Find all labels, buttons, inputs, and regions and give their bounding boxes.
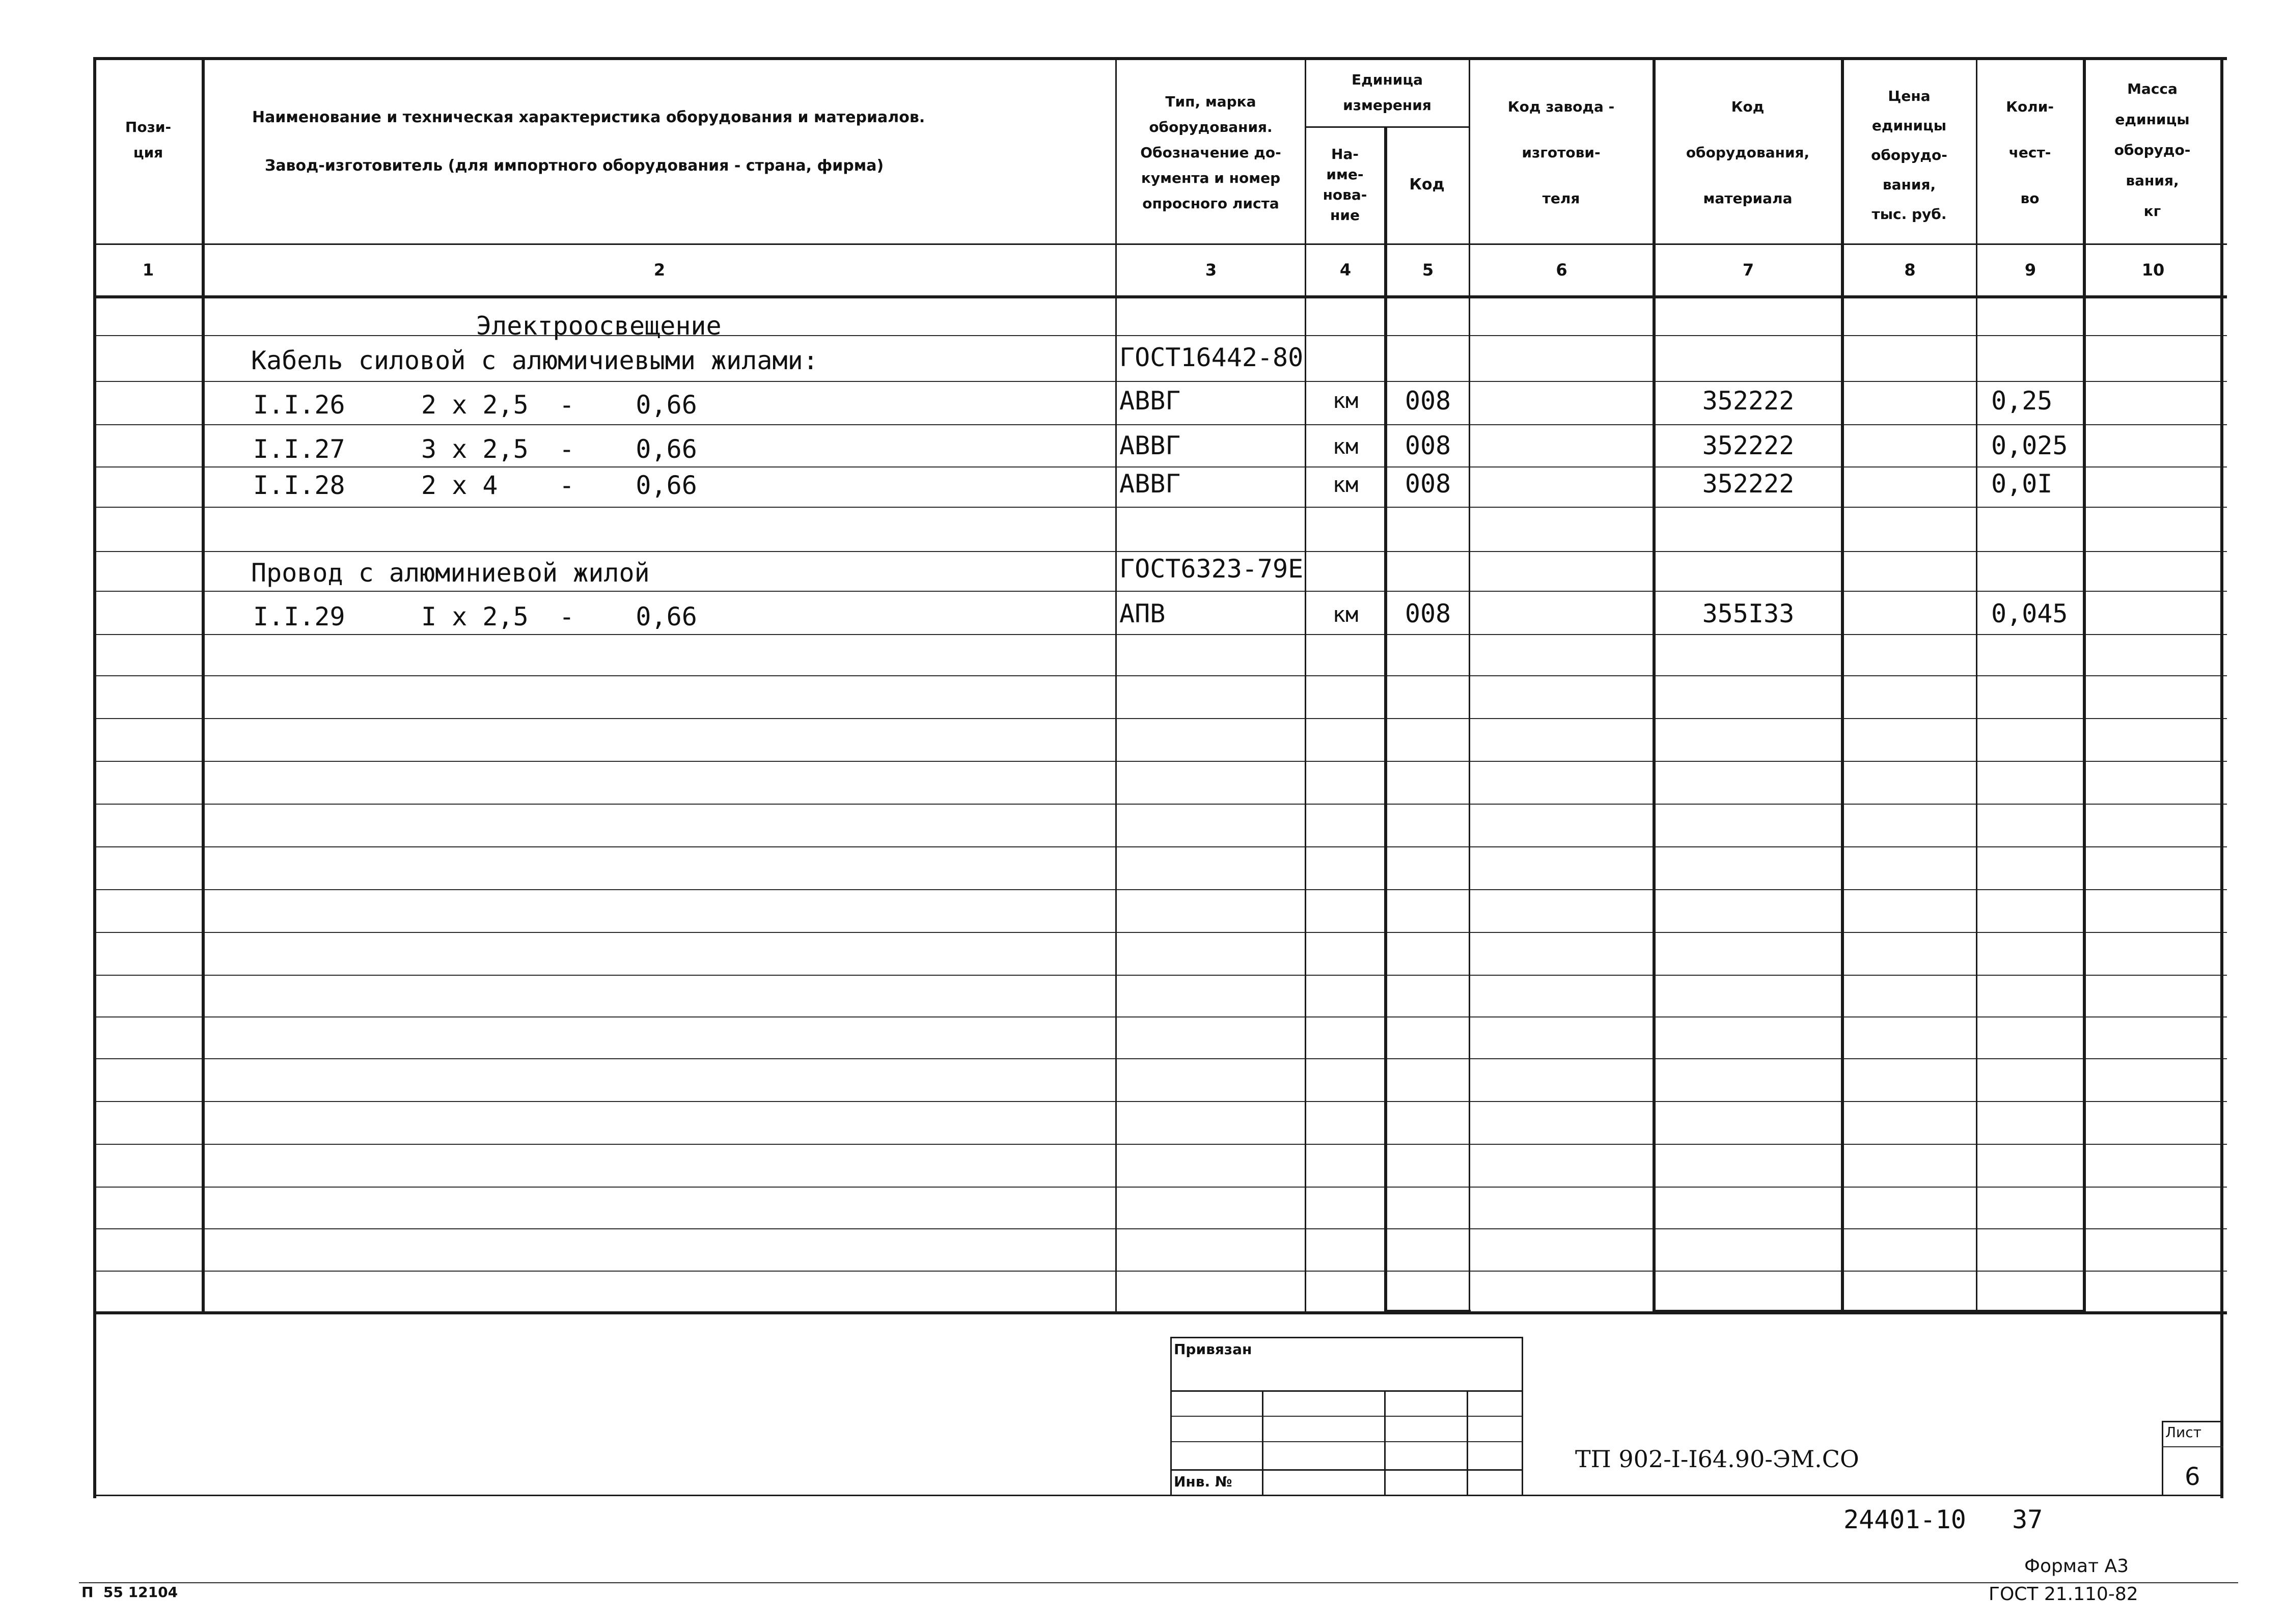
column-number: 1 <box>142 260 154 280</box>
row-separator <box>93 675 2227 676</box>
item-name: I x 2,5 - 0,66 <box>421 602 697 631</box>
row-separator <box>93 846 2227 847</box>
footer-rule <box>79 1582 2238 1583</box>
item-quantity: 0,025 <box>1991 431 2068 460</box>
row-separator <box>93 1187 2227 1188</box>
left-code: П 55 12104 <box>81 1584 178 1601</box>
item-unit-code: 008 <box>1405 469 1451 499</box>
item-code: 352222 <box>1702 469 1795 499</box>
stamp-label-privyazan: Привязан <box>1174 1341 1252 1358</box>
item-position: I.I.28 <box>253 471 345 500</box>
stamp-label-inventory: Инв. № <box>1174 1473 1232 1490</box>
item-name: Кабель силовой с алюмичиевыми жилами: <box>251 346 818 375</box>
item-unit-code: 008 <box>1405 386 1451 416</box>
header-mass: Масса единицы оборудо- вания, кг <box>2114 80 2191 219</box>
item-code: 352222 <box>1702 431 1795 460</box>
row-separator <box>93 1058 2227 1059</box>
item-type: АВВГ <box>1119 469 1181 499</box>
row-separator <box>93 761 2227 762</box>
header-quantity: Коли- чест- во <box>2006 98 2054 207</box>
column-number: 2 <box>653 260 666 280</box>
header-unit-name: На- име- нова- ние <box>1323 146 1367 224</box>
row-separator <box>93 424 2227 425</box>
row-separator <box>93 1101 2227 1102</box>
item-name: 3 x 2,5 - 0,66 <box>421 434 697 464</box>
row-separator <box>93 718 2227 719</box>
item-name: Провод с алюминиевой жилой <box>251 558 650 588</box>
item-name: 2 x 4 - 0,66 <box>421 471 697 500</box>
document-code: ТП 902-I-I64.90-ЭМ.СО <box>1575 1445 1859 1473</box>
row-separator <box>93 1271 2227 1272</box>
header-name-line2: Завод-изготовитель (для импортного оборудования - страна, фирма) <box>265 157 884 175</box>
column-number: 6 <box>1556 260 1567 280</box>
column-number: 7 <box>1742 260 1754 280</box>
item-unit: км <box>1332 434 1359 459</box>
column-number: 3 <box>1205 260 1217 280</box>
column-number: 4 <box>1339 260 1352 280</box>
row-separator <box>93 975 2227 976</box>
format-label: Формат А3 <box>2024 1556 2129 1577</box>
item-unit: км <box>1332 472 1359 497</box>
item-unit: км <box>1332 388 1359 413</box>
item-code: 352222 <box>1702 386 1795 416</box>
column-number: 8 <box>1904 260 1916 280</box>
row-separator <box>93 1144 2227 1145</box>
row-separator <box>93 1228 2227 1229</box>
item-position: I.I.27 <box>253 434 345 464</box>
row-separator <box>93 804 2227 805</box>
item-quantity: 0,25 <box>1991 386 2053 416</box>
sheet-number: 6 <box>2185 1463 2200 1491</box>
item-type: АВВГ <box>1119 431 1181 460</box>
item-unit-code: 008 <box>1405 431 1451 460</box>
item-type: АВВГ <box>1119 386 1181 416</box>
header-name-line1: Наименование и техническая характеристика оборудования и материалов. <box>252 108 925 126</box>
header-equipment-code: Код оборудования, материала <box>1686 98 1810 207</box>
header-unit-group: Единица измерения <box>1343 71 1431 114</box>
item-quantity: 0,045 <box>1991 599 2068 628</box>
header-price: Цена единицы оборудо- вания, тыс. руб. <box>1871 88 1947 223</box>
column-number: 5 <box>1422 260 1434 280</box>
item-unit-code: 008 <box>1405 599 1451 628</box>
item-code: 355I33 <box>1702 599 1795 628</box>
sheet-label: Лист <box>2165 1424 2201 1441</box>
row-separator <box>93 889 2227 890</box>
archive-number: 24401-10 37 <box>1843 1505 2043 1534</box>
item-type: ГОСТ6323-79Е <box>1119 554 1304 584</box>
item-name: 2 x 2,5 - 0,66 <box>421 390 697 420</box>
column-number: 10 <box>2141 260 2165 280</box>
row-separator <box>93 507 2227 508</box>
header-position: Пози- ция <box>125 119 172 161</box>
item-unit: км <box>1332 602 1359 627</box>
item-type: АПВ <box>1119 599 1166 628</box>
header-unit-code: Код <box>1409 176 1445 194</box>
item-quantity: 0,0I <box>1991 469 2053 499</box>
item-position: I.I.26 <box>253 390 345 420</box>
item-position: I.I.29 <box>253 602 345 631</box>
row-separator <box>93 591 2227 592</box>
row-separator <box>93 381 2227 382</box>
header-plant-code: Код завода - изготови- теля <box>1507 98 1615 207</box>
section-title: Электроосвещение <box>476 311 722 341</box>
header-type: Тип, марка оборудования. Обозначение до- кумента и номер опросного листа <box>1140 93 1281 212</box>
column-number: 9 <box>2024 260 2036 280</box>
row-separator <box>93 466 2227 467</box>
row-separator <box>93 634 2227 635</box>
item-type: ГОСТ16442-80 <box>1119 343 1304 372</box>
gost-label: ГОСТ 21.110-82 <box>1989 1584 2138 1605</box>
row-separator <box>93 551 2227 552</box>
row-separator <box>93 335 2227 336</box>
row-separator <box>93 1016 2227 1017</box>
row-separator <box>93 932 2227 933</box>
